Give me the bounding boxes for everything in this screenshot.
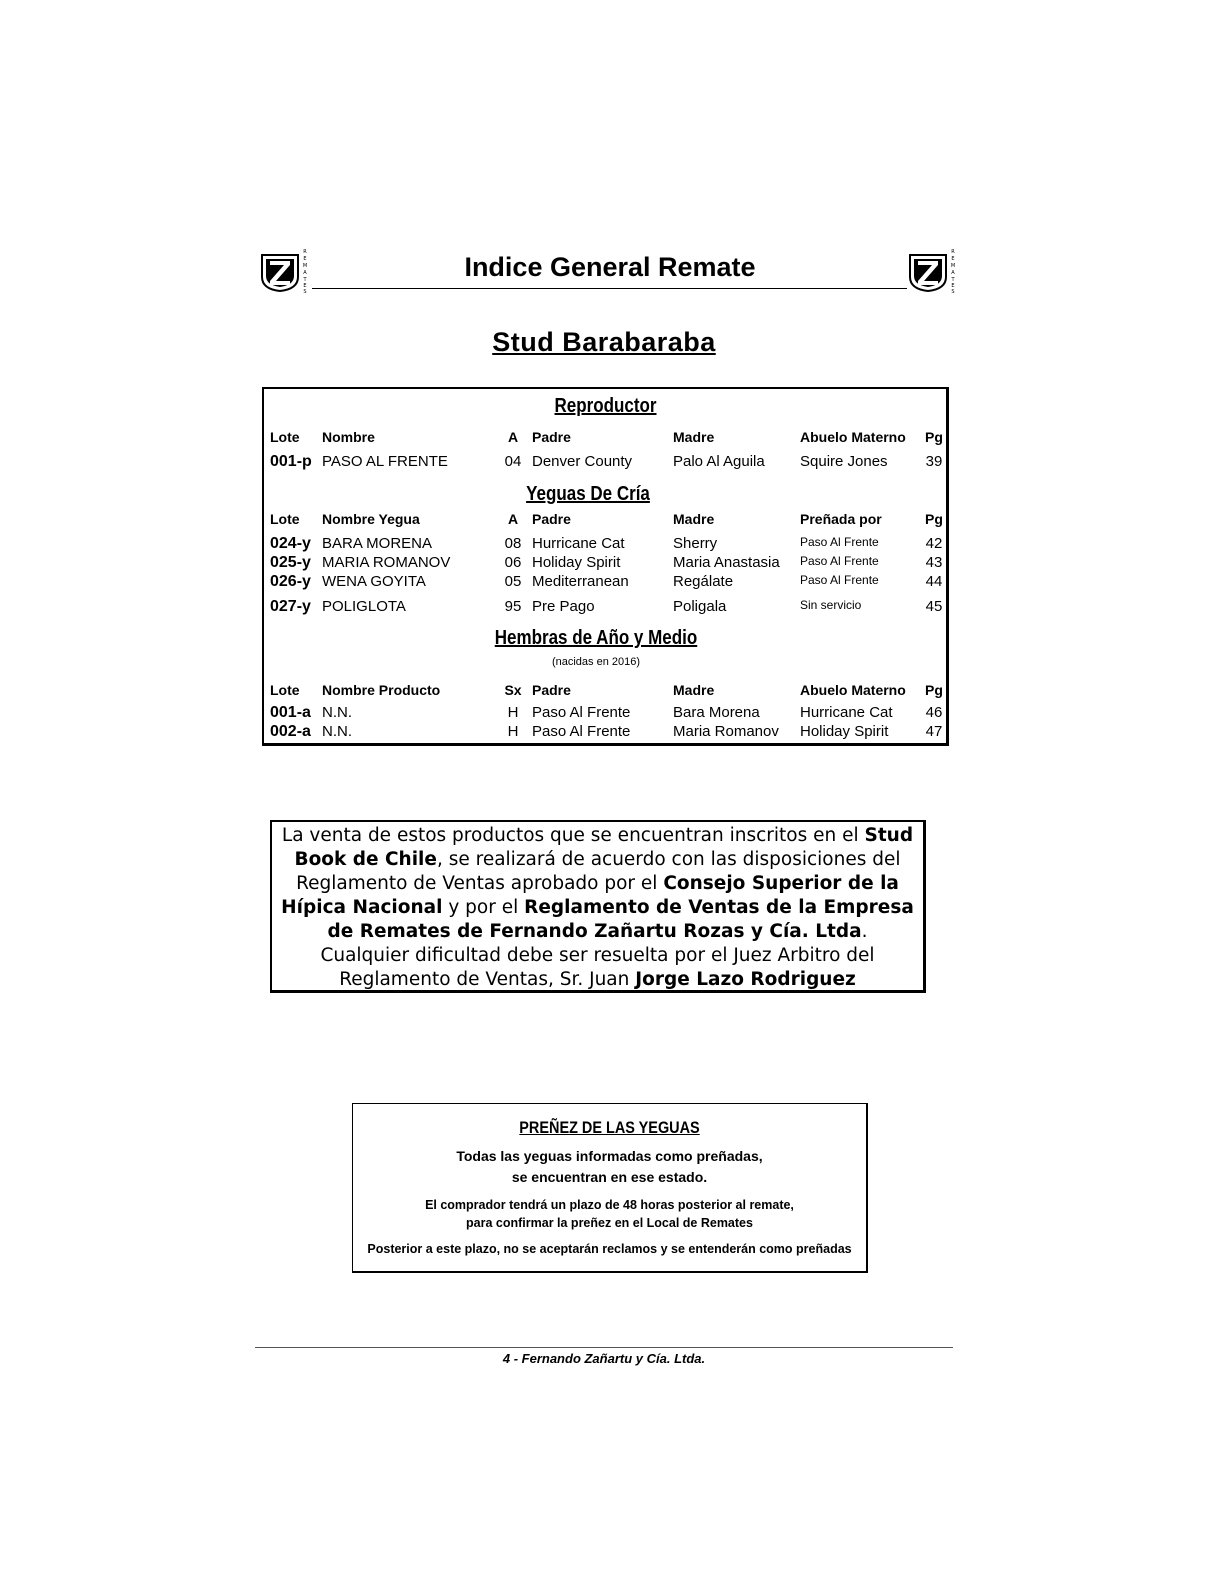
table-header-row bbox=[264, 682, 947, 700]
bred-to: Paso Al Frente bbox=[800, 573, 879, 587]
horse-name: BARA MORENA bbox=[322, 535, 433, 552]
svg-text:S: S bbox=[951, 289, 955, 293]
svg-text:E: E bbox=[951, 283, 955, 289]
year: 06 bbox=[504, 554, 522, 571]
col-header: Lote bbox=[270, 511, 300, 527]
col-header: A bbox=[507, 429, 519, 445]
lot-number: 024-y bbox=[270, 535, 311, 552]
sire: Holiday Spirit bbox=[532, 554, 621, 571]
table-header-row bbox=[264, 511, 947, 529]
sire: Denver County bbox=[532, 453, 633, 470]
dam-sire: Hurricane Cat bbox=[800, 704, 893, 721]
year: 05 bbox=[504, 573, 522, 590]
section-note: (nacidas en 2016) bbox=[551, 656, 641, 668]
dam-sire: Squire Jones bbox=[800, 453, 888, 470]
dam: Maria Anastasia bbox=[673, 554, 780, 571]
footer-divider bbox=[255, 1347, 953, 1348]
col-header: Sx bbox=[504, 682, 522, 698]
bred-to: Paso Al Frente bbox=[800, 554, 879, 568]
sire: Mediterranean bbox=[532, 573, 629, 590]
sale-text: Cualquier dificultad debe ser resuelta por el Juez Arbitro del Reglamento de Ventas, Sr. Juan bbox=[320, 945, 875, 990]
table-row bbox=[264, 535, 947, 553]
lot-number: 025-y bbox=[270, 554, 311, 571]
bred-to: Paso Al Frente bbox=[800, 535, 879, 549]
sale-bold-text: Reglamento de Ventas de la Empresa de Remates de Fernando Zañartu Rozas y Cía. Ltda bbox=[327, 897, 914, 942]
svg-text:T: T bbox=[951, 277, 955, 283]
sale-text: , se realizará de acuerdo con las disposiciones del Reglamento de Ventas aprobado por el bbox=[296, 849, 901, 894]
table-row bbox=[264, 554, 947, 572]
pregnancy-title: PREÑEZ DE LAS YEGUAS bbox=[519, 1118, 700, 1137]
lot-number: 026-y bbox=[270, 573, 311, 590]
page-number: 47 bbox=[925, 723, 943, 740]
index-table-box bbox=[262, 387, 949, 746]
lot-number: 027-y bbox=[270, 598, 311, 615]
year: 04 bbox=[504, 453, 522, 470]
col-header: Lote bbox=[270, 682, 300, 698]
sire: Paso Al Frente bbox=[532, 704, 631, 721]
horse-name: MARIA ROMANOV bbox=[322, 554, 451, 571]
year: 08 bbox=[504, 535, 522, 552]
lot-number: 001-p bbox=[270, 453, 312, 470]
svg-text:R: R bbox=[303, 249, 307, 255]
svg-text:E: E bbox=[303, 283, 307, 289]
col-header: Pg bbox=[925, 511, 943, 527]
col-header: Nombre bbox=[322, 429, 375, 445]
pregnancy-line: Todas las yeguas informadas como preñadas, bbox=[456, 1148, 763, 1164]
page-number: 46 bbox=[925, 704, 943, 721]
col-header: Madre bbox=[673, 682, 715, 698]
horse-name: WENA GOYITA bbox=[322, 573, 426, 590]
col-header: Lote bbox=[270, 429, 300, 445]
horse-name: N.N. bbox=[322, 723, 352, 740]
sale-text: La venta de estos productos que se encuentran inscritos en el bbox=[281, 825, 865, 846]
pregnancy-line: para confirmar la preñez en el Local de Remates bbox=[466, 1216, 753, 1230]
col-header: Nombre Yegua bbox=[322, 511, 420, 527]
sire: Hurricane Cat bbox=[532, 535, 625, 552]
svg-text:A: A bbox=[951, 270, 955, 276]
page-number: 43 bbox=[925, 554, 943, 571]
dam: Maria Romanov bbox=[673, 723, 779, 740]
col-header: A bbox=[507, 511, 519, 527]
col-header: Madre bbox=[673, 511, 715, 527]
table-row bbox=[264, 723, 947, 741]
sale-text: . bbox=[861, 921, 868, 942]
pregnancy-line: El comprador tendrá un plazo de 48 horas posterior al remate, bbox=[425, 1198, 794, 1212]
table-row bbox=[264, 704, 947, 722]
dam: Sherry bbox=[673, 535, 718, 552]
col-header: Padre bbox=[532, 429, 571, 445]
sale-conditions-text bbox=[272, 824, 923, 944]
sale-conditions-box bbox=[270, 820, 926, 993]
lot-number: 002-a bbox=[270, 723, 311, 740]
col-header: Abuelo Materno bbox=[800, 682, 906, 698]
horse-name: PASO AL FRENTE bbox=[322, 453, 448, 470]
stud-title: Stud Barabaraba bbox=[492, 327, 716, 357]
svg-text:A: A bbox=[303, 270, 307, 276]
lot-number: 001-a bbox=[270, 704, 311, 721]
section-title-hembras: Hembras de Año y Medio bbox=[494, 627, 698, 649]
table-row bbox=[264, 598, 947, 616]
sex: H bbox=[507, 723, 519, 740]
sale-bold-text: Stud Book de Chile bbox=[294, 825, 914, 870]
dam-sire: Holiday Spirit bbox=[800, 723, 889, 740]
col-header: Madre bbox=[673, 429, 715, 445]
dam: Palo Al Aguila bbox=[673, 453, 765, 470]
table-row bbox=[264, 573, 947, 591]
table-header-row bbox=[264, 429, 947, 447]
svg-text:E: E bbox=[303, 256, 307, 262]
sire: Pre Pago bbox=[532, 598, 595, 615]
sale-bold-text: Jorge Lazo Rodriguez bbox=[635, 969, 856, 990]
dam: Poligala bbox=[673, 598, 727, 615]
col-header: Padre bbox=[532, 682, 571, 698]
col-header: Preñada por bbox=[800, 511, 882, 527]
pregnancy-line: Posterior a este plazo, no se aceptarán reclamos y se entenderán como preñadas bbox=[367, 1242, 852, 1256]
page-footer: 4 - Fernando Zañartu y Cía. Ltda. bbox=[502, 1351, 706, 1366]
col-header: Pg bbox=[925, 682, 943, 698]
svg-text:E: E bbox=[951, 256, 955, 262]
col-header: Padre bbox=[532, 511, 571, 527]
section-title-yeguas: Yeguas De Cría bbox=[526, 483, 650, 505]
sale-text: y por el bbox=[442, 897, 525, 918]
svg-text:T: T bbox=[303, 277, 307, 283]
remates-logo-right bbox=[906, 247, 958, 293]
col-header: Abuelo Materno bbox=[800, 429, 906, 445]
svg-text:R: R bbox=[951, 249, 955, 255]
section-title-reproductor: Reproductor bbox=[554, 395, 657, 417]
col-header: Nombre Producto bbox=[322, 682, 441, 698]
page-number: 39 bbox=[925, 453, 943, 470]
page-number: 42 bbox=[925, 535, 943, 552]
svg-text:S: S bbox=[303, 289, 307, 293]
pregnancy-line: se encuentran en ese estado. bbox=[511, 1169, 708, 1185]
sex: H bbox=[507, 704, 519, 721]
col-header: Pg bbox=[925, 429, 943, 445]
header-divider bbox=[312, 288, 907, 289]
dam: Bara Morena bbox=[673, 704, 760, 721]
remates-logo-left bbox=[258, 247, 310, 293]
sale-bold-text: Consejo Superior de la Hípica Nacional bbox=[281, 873, 899, 918]
svg-text:M: M bbox=[302, 263, 308, 269]
page-number: 45 bbox=[925, 598, 943, 615]
year: 95 bbox=[504, 598, 522, 615]
horse-name: N.N. bbox=[322, 704, 352, 721]
table-row bbox=[264, 453, 947, 471]
svg-text:M: M bbox=[950, 263, 956, 269]
horse-name: POLIGLOTA bbox=[322, 598, 406, 615]
page-title: Indice General Remate bbox=[464, 252, 756, 282]
arbiter-text bbox=[272, 944, 923, 992]
bred-to: Sin servicio bbox=[800, 598, 862, 612]
dam: Regálate bbox=[673, 573, 734, 590]
pregnancy-notice-box bbox=[352, 1103, 868, 1273]
sire: Paso Al Frente bbox=[532, 723, 631, 740]
page-number: 44 bbox=[925, 573, 943, 590]
